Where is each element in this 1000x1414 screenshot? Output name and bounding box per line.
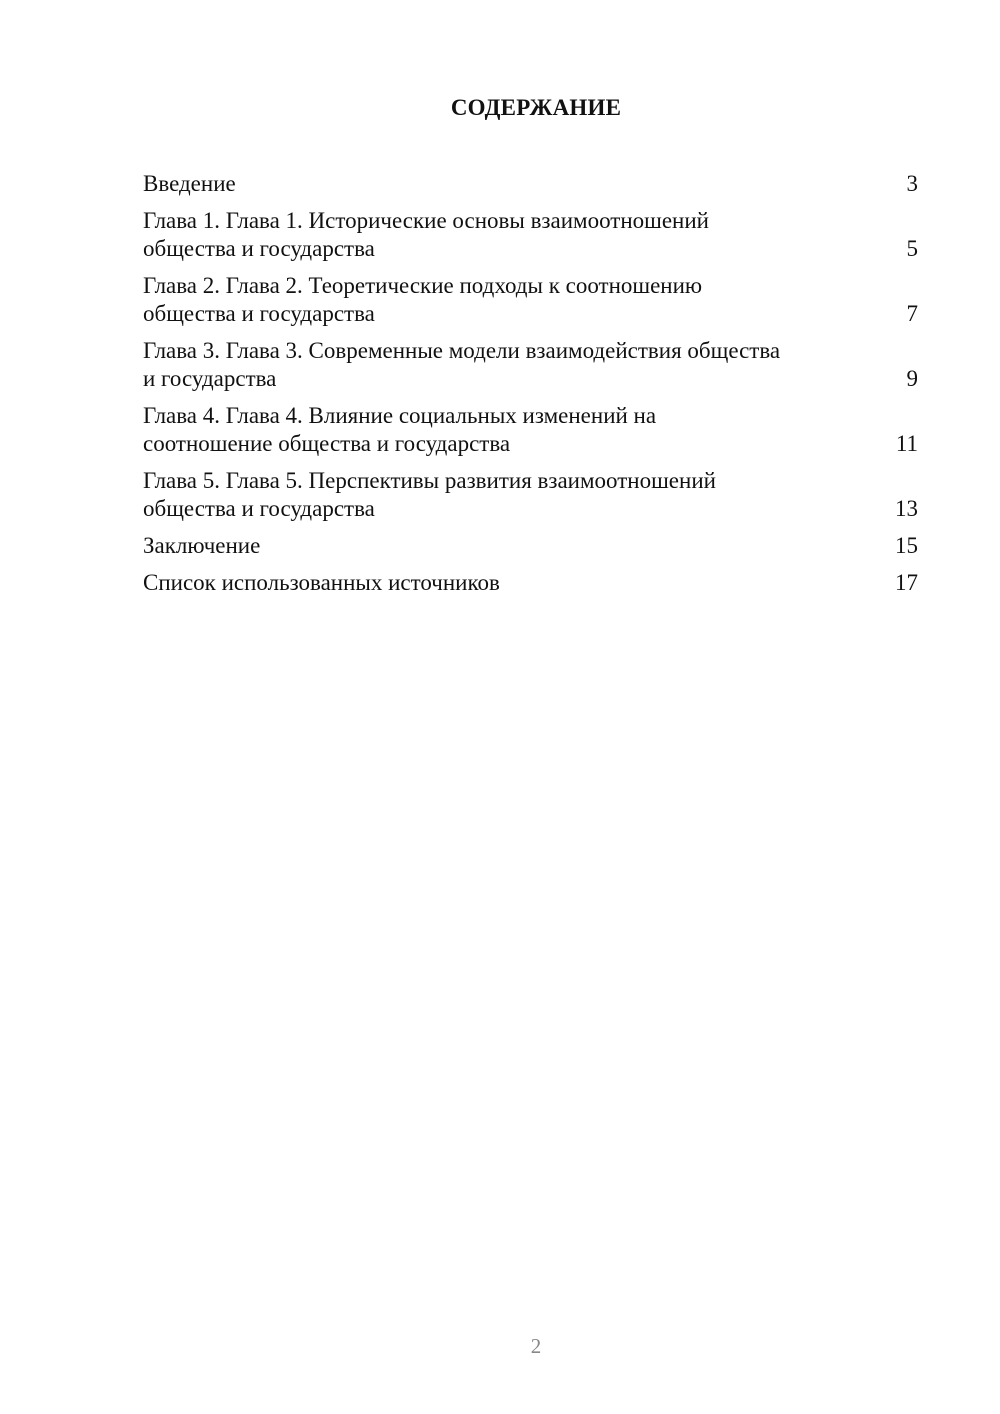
toc-entry-chapter-2	[143, 272, 918, 328]
table-of-contents	[143, 170, 918, 606]
toc-entry-conclusion	[143, 532, 918, 560]
toc-entry-page-number: 7	[906, 301, 918, 326]
toc-entry-page-number: 11	[895, 431, 918, 456]
toc-entry-title: Введение	[143, 171, 236, 196]
toc-heading: СОДЕРЖАНИЕ	[450, 95, 622, 120]
toc-entry-chapter-1	[143, 207, 918, 263]
toc-entry-page-number: 3	[906, 171, 918, 196]
toc-entry-page-number: 5	[906, 236, 918, 261]
toc-entry-title: Глава 3. Глава 3. Современные модели взаимодействия общества и государства	[143, 338, 781, 391]
toc-entry-title: Глава 4. Глава 4. Влияние социальных изменений на соотношение общества и государства	[143, 403, 657, 456]
toc-entry-chapter-3	[143, 337, 918, 393]
toc-entry-page-number: 13	[895, 496, 918, 521]
toc-entry-page-number: 9	[906, 366, 918, 391]
toc-entry-chapter-5	[143, 467, 918, 523]
toc-entry-title: Глава 5. Глава 5. Перспективы развития взаимоотношений общества и государства	[143, 468, 716, 521]
toc-entry-title: Глава 2. Глава 2. Теоретические подходы к соотношению общества и государства	[143, 273, 703, 326]
toc-entry-references	[143, 569, 918, 597]
toc-entry-title: Заключение	[143, 533, 261, 558]
page-number: 2	[530, 1334, 542, 1358]
toc-entry-page-number: 17	[895, 570, 918, 595]
toc-entry-title: Глава 1. Глава 1. Исторические основы взаимоотношений общества и государства	[143, 208, 709, 261]
toc-entry-title: Список использованных источников	[143, 570, 500, 595]
toc-entry-introduction	[143, 170, 918, 198]
toc-entry-chapter-4	[143, 402, 918, 458]
toc-entry-page-number: 15	[895, 533, 918, 558]
